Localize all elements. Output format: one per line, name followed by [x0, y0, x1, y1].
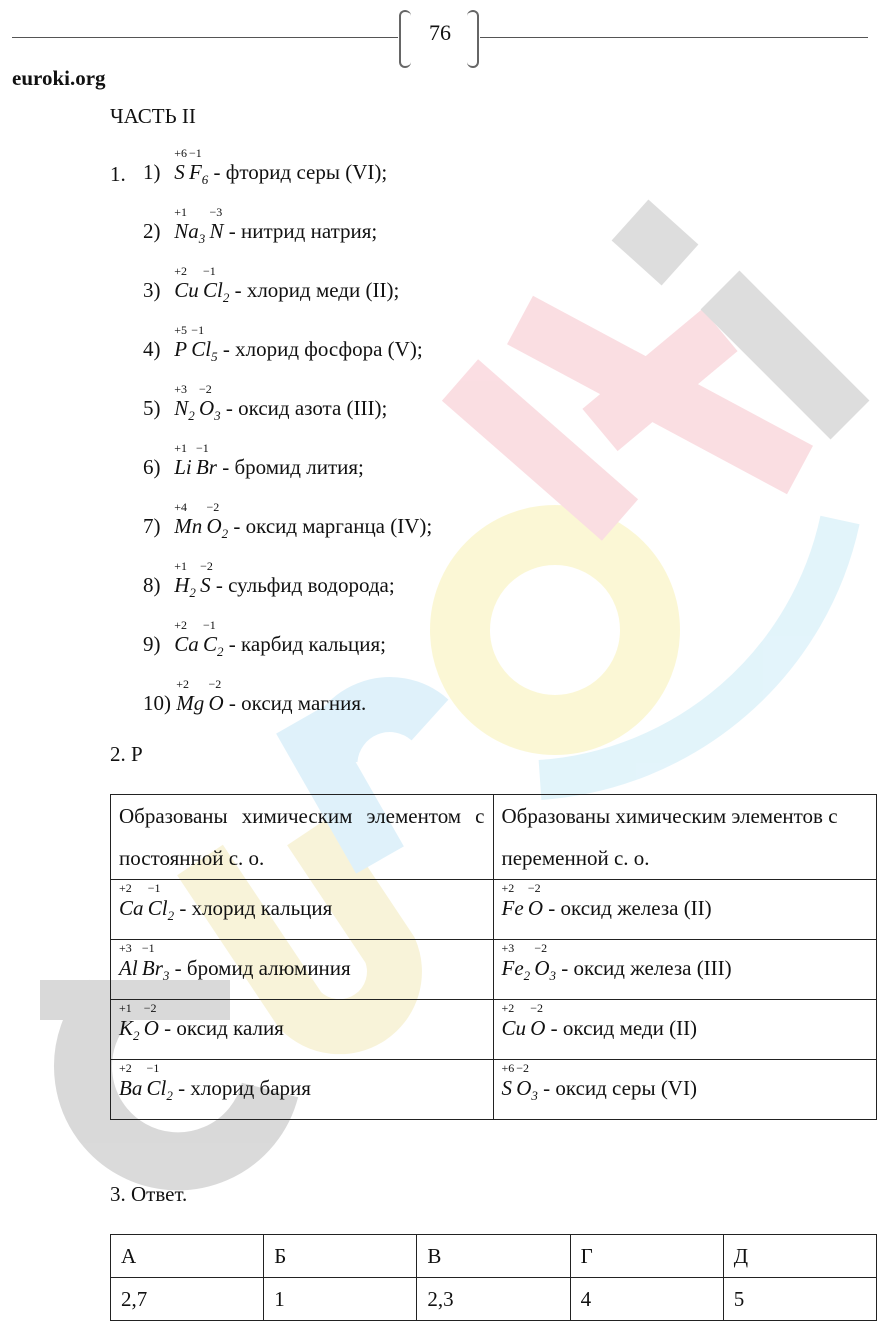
constant-state-compound [111, 940, 494, 1000]
compound-name: - бромид алюминия [174, 956, 351, 980]
oxidation-state: +1 [119, 1001, 132, 1015]
item-index: 2) [143, 219, 161, 243]
compound-name: - хлорид меди (II); [234, 278, 400, 302]
answer-value: 4 [570, 1278, 723, 1321]
oxidation-state: +2 [501, 1001, 515, 1015]
answer-header: Г [570, 1235, 723, 1278]
element-symbol: +2 Ba [119, 1061, 143, 1100]
subscript: 3 [198, 231, 206, 246]
oxidation-state: −2 [534, 941, 548, 955]
q2-label: 2. Р [110, 742, 143, 766]
constant-state-compound [111, 1060, 494, 1120]
formula-line [143, 323, 423, 364]
compound-name: - оксид калия [164, 1016, 284, 1040]
subscript: 3 [214, 408, 221, 423]
element-symbol: +2 Mg [176, 677, 205, 715]
element-symbol: −2 $O_2$ [206, 500, 229, 541]
compound-name: - фторид серы (VI); [213, 160, 388, 184]
subscript: 2 [189, 585, 196, 600]
element-symbol: +1 Li [174, 441, 192, 479]
element-symbol: +3 $Fe_2$ [501, 941, 531, 983]
variable-state-compound [493, 940, 877, 1000]
element-symbol: −2 O [143, 1001, 159, 1040]
oxidation-state: −2 [206, 500, 220, 514]
element-symbol: −2 O [530, 1001, 546, 1040]
oxidation-state: −2 [516, 1061, 529, 1075]
watermark-letter-i [720, 290, 850, 420]
element-symbol: +1 $K_2$ [119, 1001, 140, 1043]
variable-state-compound [493, 1000, 877, 1060]
q3-label: 3. Ответ. [110, 1182, 188, 1206]
subscript: 2 [167, 908, 175, 923]
subscript: 2 [188, 408, 195, 423]
oxidation-state: +5 [174, 323, 188, 337]
oxidation-state: −2 [530, 1001, 544, 1015]
answer-header: А [111, 1235, 264, 1278]
oxidation-state: +2 [176, 677, 190, 691]
table-row [111, 880, 877, 940]
subscript: 5 [211, 349, 218, 364]
compound-name: - нитрид натрия; [228, 219, 378, 243]
item-index: 7) [143, 514, 161, 538]
oxidation-state: −2 [527, 881, 541, 895]
oxidation-state: −1 [195, 441, 209, 455]
oxidation-state: +1 [174, 441, 188, 455]
element-symbol: −1 $Cl_5$ [191, 323, 218, 364]
element-symbol: −2 O [208, 677, 224, 715]
compound-name: - карбид кальция; [228, 632, 386, 656]
header-rule-left [12, 37, 398, 38]
element-symbol: +1 $Na_3$ [174, 205, 206, 246]
compound-name: - хлорид фосфора (V); [222, 337, 423, 361]
element-symbol: +2 Fe [501, 881, 524, 920]
answer-value: 1 [264, 1278, 417, 1321]
formula-line [143, 441, 364, 481]
col2-header: Образованы химическим элементов с переменной с. о. [493, 795, 877, 880]
subscript: 2 [166, 1088, 173, 1103]
item-index: 3) [143, 278, 161, 302]
element-symbol: −2 S [200, 559, 213, 597]
compound-name: - оксид железа (II) [548, 896, 712, 920]
compound-name: - хлорид кальция [179, 896, 333, 920]
answer-value-row [111, 1278, 877, 1321]
subscript: 3 [162, 968, 170, 983]
element-symbol: −2 $O_3$ [534, 941, 557, 983]
subscript: 2 [217, 644, 224, 659]
item-index: 6) [143, 455, 161, 479]
subscript: 3 [531, 1088, 538, 1103]
watermark-letter-i-dot [630, 220, 680, 265]
answer-header-row [111, 1235, 877, 1278]
part-title: ЧАСТЬ II [110, 104, 196, 128]
oxidation-state: −1 [188, 146, 202, 160]
subscript: 6 [201, 172, 209, 187]
item-index: 8) [143, 573, 161, 597]
oxidation-state: −3 [209, 205, 223, 219]
page-number-bracket-right [467, 10, 479, 68]
answer-value: 5 [723, 1278, 876, 1321]
oxidation-state: −1 [191, 323, 205, 337]
col1-header: Образованы химическим элементом с постоянной с. о. [111, 795, 494, 880]
answer-value: 2,7 [111, 1278, 264, 1321]
oxidation-state: +3 [119, 941, 132, 955]
oxidation-state: +2 [501, 881, 515, 895]
element-symbol: +4 Mn [174, 500, 203, 538]
element-symbol: +5 P [174, 323, 188, 361]
oxidation-state: +2 [119, 1061, 132, 1075]
formula-line [143, 677, 367, 717]
table-row [111, 1060, 877, 1120]
subscript: 3 [549, 968, 557, 983]
table-row [111, 1000, 877, 1060]
element-symbol: −1 $C_2$ [202, 618, 224, 659]
oxidation-state: +4 [174, 500, 188, 514]
oxidation-state: −1 [141, 941, 155, 955]
oxidation-state: −1 [147, 881, 161, 895]
answer-header: Б [264, 1235, 417, 1278]
header-rule-right [480, 37, 868, 38]
oxidation-state: −1 [202, 264, 216, 278]
compound-name: - оксид железа (III) [561, 956, 732, 980]
page-number: 76 [429, 20, 451, 45]
oxidation-state: +6 [501, 1061, 515, 1075]
oxidation-state: +2 [174, 264, 188, 278]
formula-line [143, 382, 388, 423]
subscript: 2 [222, 290, 230, 305]
oxidation-state: −2 [143, 1001, 157, 1015]
item-index: 4) [143, 337, 161, 361]
element-symbol: −1 $Cl_2$ [202, 264, 230, 305]
compound-name: - оксид меди (II) [550, 1016, 698, 1040]
compound-name: - оксид серы (VI) [543, 1076, 697, 1100]
oxidation-state-table [110, 794, 877, 1120]
compound-name: - сульфид водорода; [215, 573, 395, 597]
subscript: 2 [523, 968, 531, 983]
element-symbol: +2 Cu [501, 1001, 527, 1040]
watermark-letter-o [460, 535, 650, 725]
oxidation-state: +1 [174, 559, 188, 573]
oxidation-state: +3 [174, 382, 188, 396]
element-symbol: −1 $F_6$ [188, 146, 209, 187]
variable-state-compound [493, 1060, 877, 1120]
formula-line [143, 205, 378, 246]
answer-header: Д [723, 1235, 876, 1278]
answer-value: 2,3 [417, 1278, 570, 1321]
oxidation-state: −2 [200, 559, 213, 573]
element-symbol: +6 S [174, 146, 188, 184]
formula-line [143, 559, 395, 600]
element-symbol: +2 Ca [119, 881, 144, 920]
oxidation-state: −1 [202, 618, 216, 632]
oxidation-state: −1 [146, 1061, 160, 1075]
oxidation-state: −2 [208, 677, 222, 691]
answer-table [110, 1234, 877, 1321]
variable-state-compound [493, 880, 877, 940]
formula-line [143, 618, 386, 659]
table-row [111, 940, 877, 1000]
compound-name: - бромид лития; [222, 455, 364, 479]
item-index: 10) [143, 691, 171, 715]
compound-name: - хлорид бария [178, 1076, 311, 1100]
element-symbol: −1 $Cl_2$ [147, 881, 175, 923]
subscript: 2 [221, 526, 229, 541]
item-index: 9) [143, 632, 161, 656]
watermark-letter-k [460, 320, 800, 520]
oxidation-state: −2 [198, 382, 212, 396]
site-name: euroki.org [12, 66, 106, 90]
constant-state-compound [111, 880, 494, 940]
element-symbol: −2 $O_3$ [516, 1061, 538, 1103]
q1-number: 1. [110, 162, 126, 186]
oxidation-state: +1 [174, 205, 188, 219]
element-symbol: +2 Cu [174, 264, 199, 302]
item-index: 1) [143, 160, 161, 184]
compound-name: - оксид марганца (IV); [233, 514, 433, 538]
element-symbol: +3 Al [119, 941, 138, 980]
oxidation-state: +3 [501, 941, 515, 955]
element-symbol: −2 O [527, 881, 544, 920]
page-number-bracket-left [399, 10, 411, 68]
element-symbol: +2 Ca [174, 618, 199, 656]
compound-name: - оксид азота (III); [225, 396, 388, 420]
answer-header: В [417, 1235, 570, 1278]
item-index: 5) [143, 396, 161, 420]
formula-line [143, 500, 433, 541]
formula-line [143, 264, 400, 305]
element-symbol: −2 $O_3$ [198, 382, 221, 423]
table-header-row [111, 795, 877, 880]
constant-state-compound [111, 1000, 494, 1060]
subscript: 2 [133, 1028, 140, 1043]
element-symbol: −3 N [209, 205, 224, 243]
element-symbol: +3 $N_2$ [174, 382, 195, 423]
oxidation-state: +6 [174, 146, 188, 160]
element-symbol: −1 $Br_3$ [141, 941, 170, 983]
element-symbol: −1 $Cl_2$ [146, 1061, 173, 1103]
watermark-arc [540, 520, 840, 780]
compound-name: - оксид магния. [228, 691, 367, 715]
oxidation-state: +2 [174, 618, 188, 632]
oxidation-state: +2 [119, 881, 132, 895]
element-symbol: −1 Br [195, 441, 217, 479]
formula-line [143, 146, 388, 187]
element-symbol: +1 $H_2$ [174, 559, 196, 600]
element-symbol: +6 S [501, 1061, 515, 1100]
